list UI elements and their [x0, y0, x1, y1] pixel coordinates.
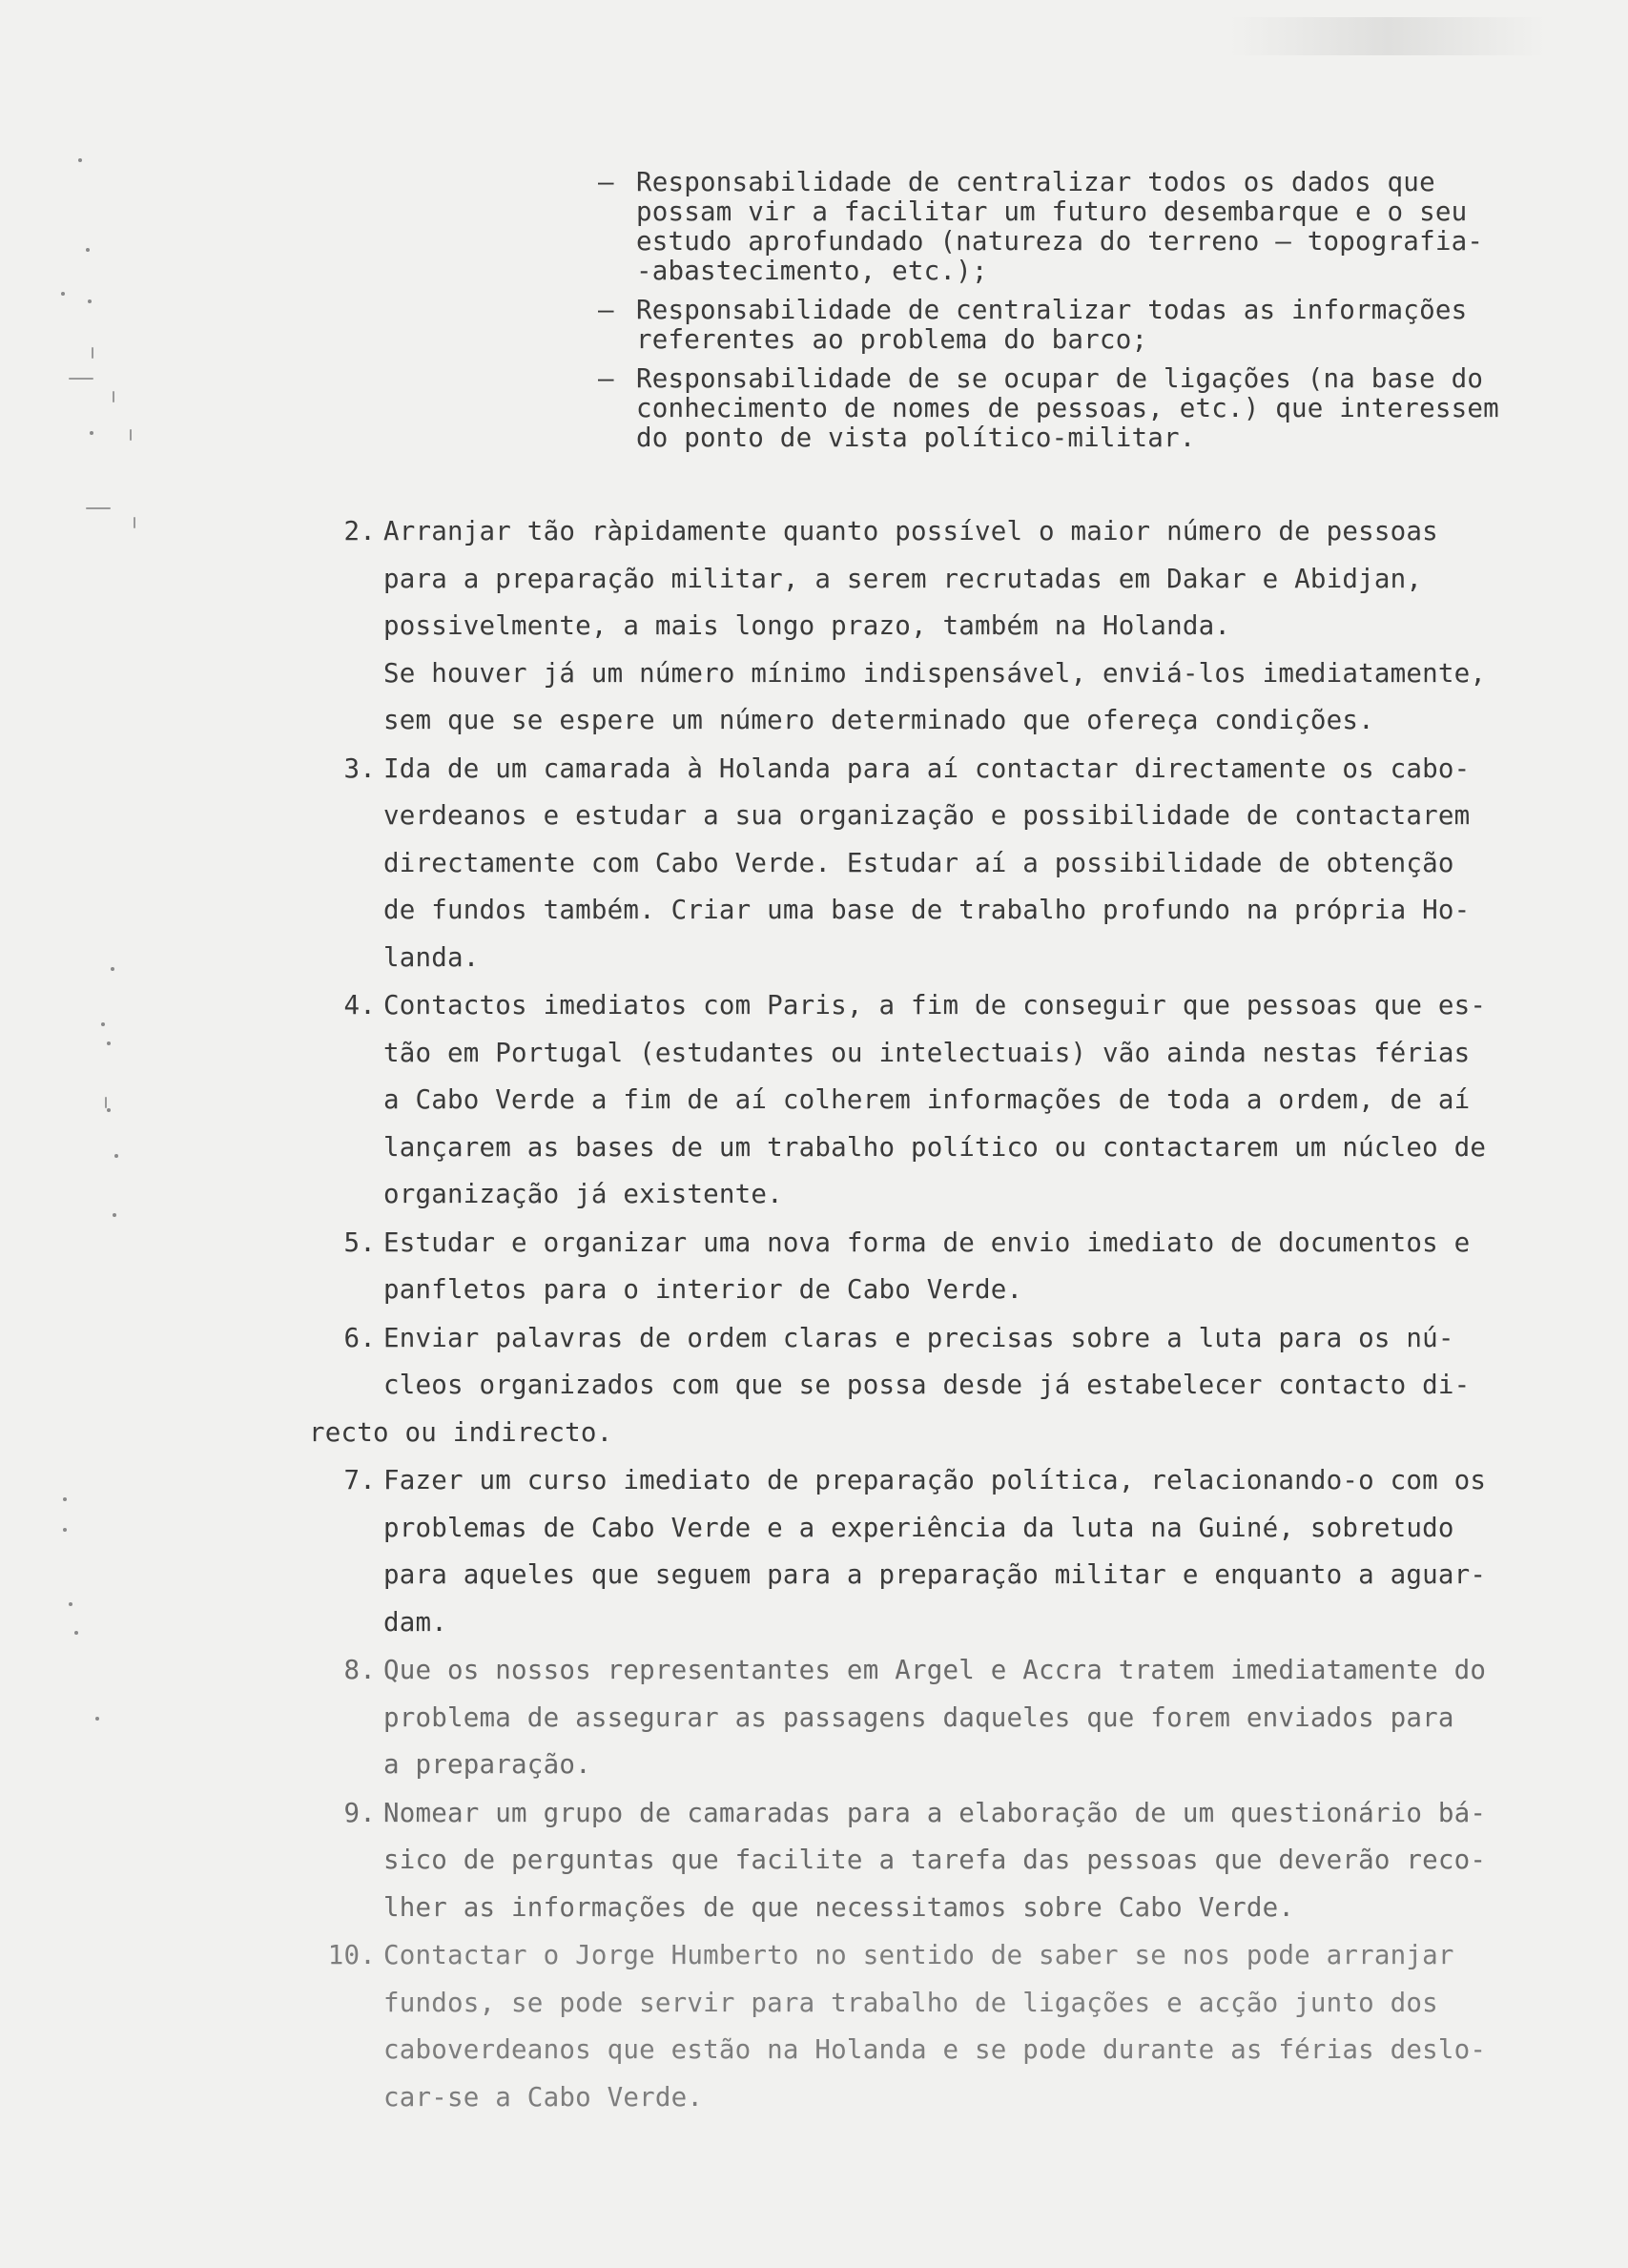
numbered-item-4 — [309, 982, 1568, 1219]
item-paragraph — [383, 508, 1568, 650]
margin-speck — [107, 1108, 111, 1112]
item-line: lher as informações de que necessitamos sobre Cabo Verde. — [383, 1891, 1295, 1923]
item-line: recto ou indirecto. — [309, 1416, 613, 1448]
margin-speck — [61, 292, 65, 296]
margin-speck — [90, 431, 93, 435]
item-line: Estudar e organizar uma nova forma de envio imediato de documentos e — [383, 1227, 1471, 1258]
margin-speck — [113, 1213, 116, 1217]
item-line: directamente com Cabo Verde. Estudar aí a possibilidade de obtenção — [383, 847, 1454, 878]
item-line: Que os nossos representantes em Argel e Accra tratem imediatamente do — [383, 1655, 1487, 1685]
margin-speck — [74, 1631, 78, 1635]
margin-speck — [111, 967, 114, 971]
bullet-line: Responsabilidade de centralizar todos os dados que — [636, 167, 1435, 197]
item-paragraph — [383, 1647, 1568, 1789]
item-paragraph — [383, 1790, 1568, 1932]
item-number: 4. — [343, 990, 376, 1021]
bullet-line: Responsabilidade de centralizar todas as informações — [636, 295, 1468, 325]
item-line: fundos, se pode servir para trabalho de ligações e acção junto dos — [383, 1987, 1438, 2018]
bullet-line: referentes ao problema do barco; — [636, 324, 1148, 355]
bullet-line: Responsabilidade de se ocupar de ligações (na base do — [636, 363, 1484, 394]
bullet-dash: – — [598, 167, 614, 197]
item-paragraph — [383, 650, 1568, 745]
item-line: para aqueles que seguem para a preparação militar e enquanto a aguar- — [383, 1559, 1487, 1590]
item-line: Enviar palavras de ordem claras e precisas sobre a luta para os nú- — [383, 1322, 1454, 1353]
item-line: a Cabo Verde a fim de aí colherem informações de toda a ordem, de aí — [383, 1084, 1471, 1115]
item-line: Nomear um grupo de camaradas para a elaboração de um questionário bá- — [383, 1797, 1487, 1828]
item-paragraph — [383, 1315, 1568, 1410]
margin-tick — [134, 517, 135, 528]
item-paragraph — [383, 1932, 1568, 2121]
numbered-item-7 — [309, 1457, 1568, 1646]
margin-speck — [114, 1154, 118, 1158]
item-line: sem que se espere um número determinado que ofereça condições. — [383, 705, 1374, 735]
bullet-line: conhecimento de nomes de pessoas, etc.) que interessem — [636, 393, 1499, 423]
item-line: lançarem as bases de um trabalho político ou contactarem um núcleo de — [383, 1131, 1487, 1163]
bullet-dash: – — [598, 295, 614, 325]
bullet-dash: – — [598, 363, 614, 394]
item-line: car-se a Cabo Verde. — [383, 2081, 704, 2113]
numbered-item-3 — [309, 746, 1568, 982]
item-number: 6. — [343, 1322, 376, 1353]
margin-speck — [63, 1497, 67, 1501]
item-number: 9. — [343, 1797, 376, 1828]
numbered-item-8 — [309, 1647, 1568, 1789]
margin-dash — [69, 378, 93, 380]
margin-tick — [92, 347, 93, 359]
margin-marks — [57, 143, 162, 1955]
item-number: 3. — [343, 753, 376, 784]
item-paragraph — [383, 1220, 1568, 1314]
item-number: 10. — [327, 1940, 376, 1970]
item-number: 7. — [343, 1465, 376, 1495]
bullet-line: possam vir a facilitar um futuro desembarque e o seu — [636, 196, 1468, 227]
margin-tick — [113, 391, 114, 402]
bullet-line: do ponto de vista político-militar. — [636, 423, 1196, 453]
item-line: Se houver já um número mínimo indispensável, enviá-los imediatamente, — [383, 657, 1487, 689]
item-line: Contactar o Jorge Humberto no sentido de saber se nos pode arranjar — [383, 1940, 1454, 1970]
bullet-line: -abastecimento, etc.); — [636, 256, 988, 286]
margin-tick — [105, 1097, 107, 1108]
item-line: possivelmente, a mais longo prazo, também na Holanda. — [383, 610, 1231, 641]
item-line: tão em Portugal (estudantes ou intelectuais) vão ainda nestas férias — [383, 1037, 1471, 1068]
item-line: verdeanos e estudar a sua organização e possibilidade de contactarem — [383, 800, 1471, 831]
bullet-list — [598, 168, 1561, 463]
margin-speck — [78, 158, 82, 162]
bullet-item — [598, 296, 1561, 355]
item-line: organização já existente. — [383, 1179, 783, 1209]
item-paragraph — [383, 746, 1568, 982]
numbered-item-10 — [309, 1932, 1568, 2121]
item-line: de fundos também. Criar uma base de trabalho profundo na própria Ho- — [383, 895, 1471, 925]
numbered-item-2 — [309, 508, 1568, 745]
item-line: Contactos imediatos com Paris, a fim de conseguir que pessoas que es- — [383, 990, 1487, 1021]
numbered-item-5 — [309, 1220, 1568, 1314]
item-line: Ida de um camarada à Holanda para aí contactar directamente os cabo- — [383, 753, 1471, 784]
margin-dash — [86, 507, 111, 509]
margin-speck — [69, 1602, 72, 1606]
item-line: Arranjar tão ràpidamente quanto possível o maior número de pessoas — [383, 516, 1438, 546]
margin-speck — [95, 1717, 99, 1721]
item-line: problema de assegurar as passagens daqueles que forem enviados para — [383, 1701, 1454, 1733]
item-line: problemas de Cabo Verde e a experiência da luta na Guiné, sobretudo — [383, 1512, 1454, 1543]
item-paragraph — [383, 982, 1568, 1219]
faint-stamp-mark — [1230, 17, 1545, 55]
margin-speck — [101, 1022, 105, 1026]
item-paragraph — [383, 1457, 1568, 1646]
item-line: sico de perguntas que facilite a tarefa das pessoas que deverão reco- — [383, 1845, 1487, 1875]
margin-speck — [63, 1528, 67, 1532]
bullet-item — [598, 168, 1561, 286]
item-line: landa. — [383, 941, 480, 973]
item-line: caboverdeanos que estão na Holanda e se pode durante as férias deslo- — [383, 2034, 1487, 2065]
margin-speck — [88, 299, 92, 303]
item-number: 5. — [343, 1227, 376, 1258]
item-line: para a preparação militar, a serem recrutadas em Dakar e Abidjan, — [383, 563, 1423, 594]
item-number: 8. — [343, 1655, 376, 1685]
item-line: cleos organizados com que se possa desde já estabelecer contacto di- — [383, 1370, 1471, 1400]
bullet-item — [598, 364, 1561, 453]
item-number: 2. — [343, 516, 376, 546]
item-line: dam. — [383, 1606, 448, 1638]
item-paragraph — [309, 1410, 1568, 1457]
bullet-line: estudo aprofundado (natureza do terreno – topografia- — [636, 226, 1484, 257]
item-line: Fazer um curso imediato de preparação política, relacionando-o com os — [383, 1465, 1487, 1495]
item-line: panfletos para o interior de Cabo Verde. — [383, 1274, 1023, 1305]
numbered-item-9 — [309, 1790, 1568, 1932]
margin-speck — [86, 248, 90, 252]
numbered-list — [309, 508, 1568, 2122]
margin-speck — [107, 1041, 111, 1045]
numbered-item-6 — [309, 1315, 1568, 1457]
margin-tick — [130, 429, 132, 441]
item-line: a preparação. — [383, 1749, 591, 1780]
